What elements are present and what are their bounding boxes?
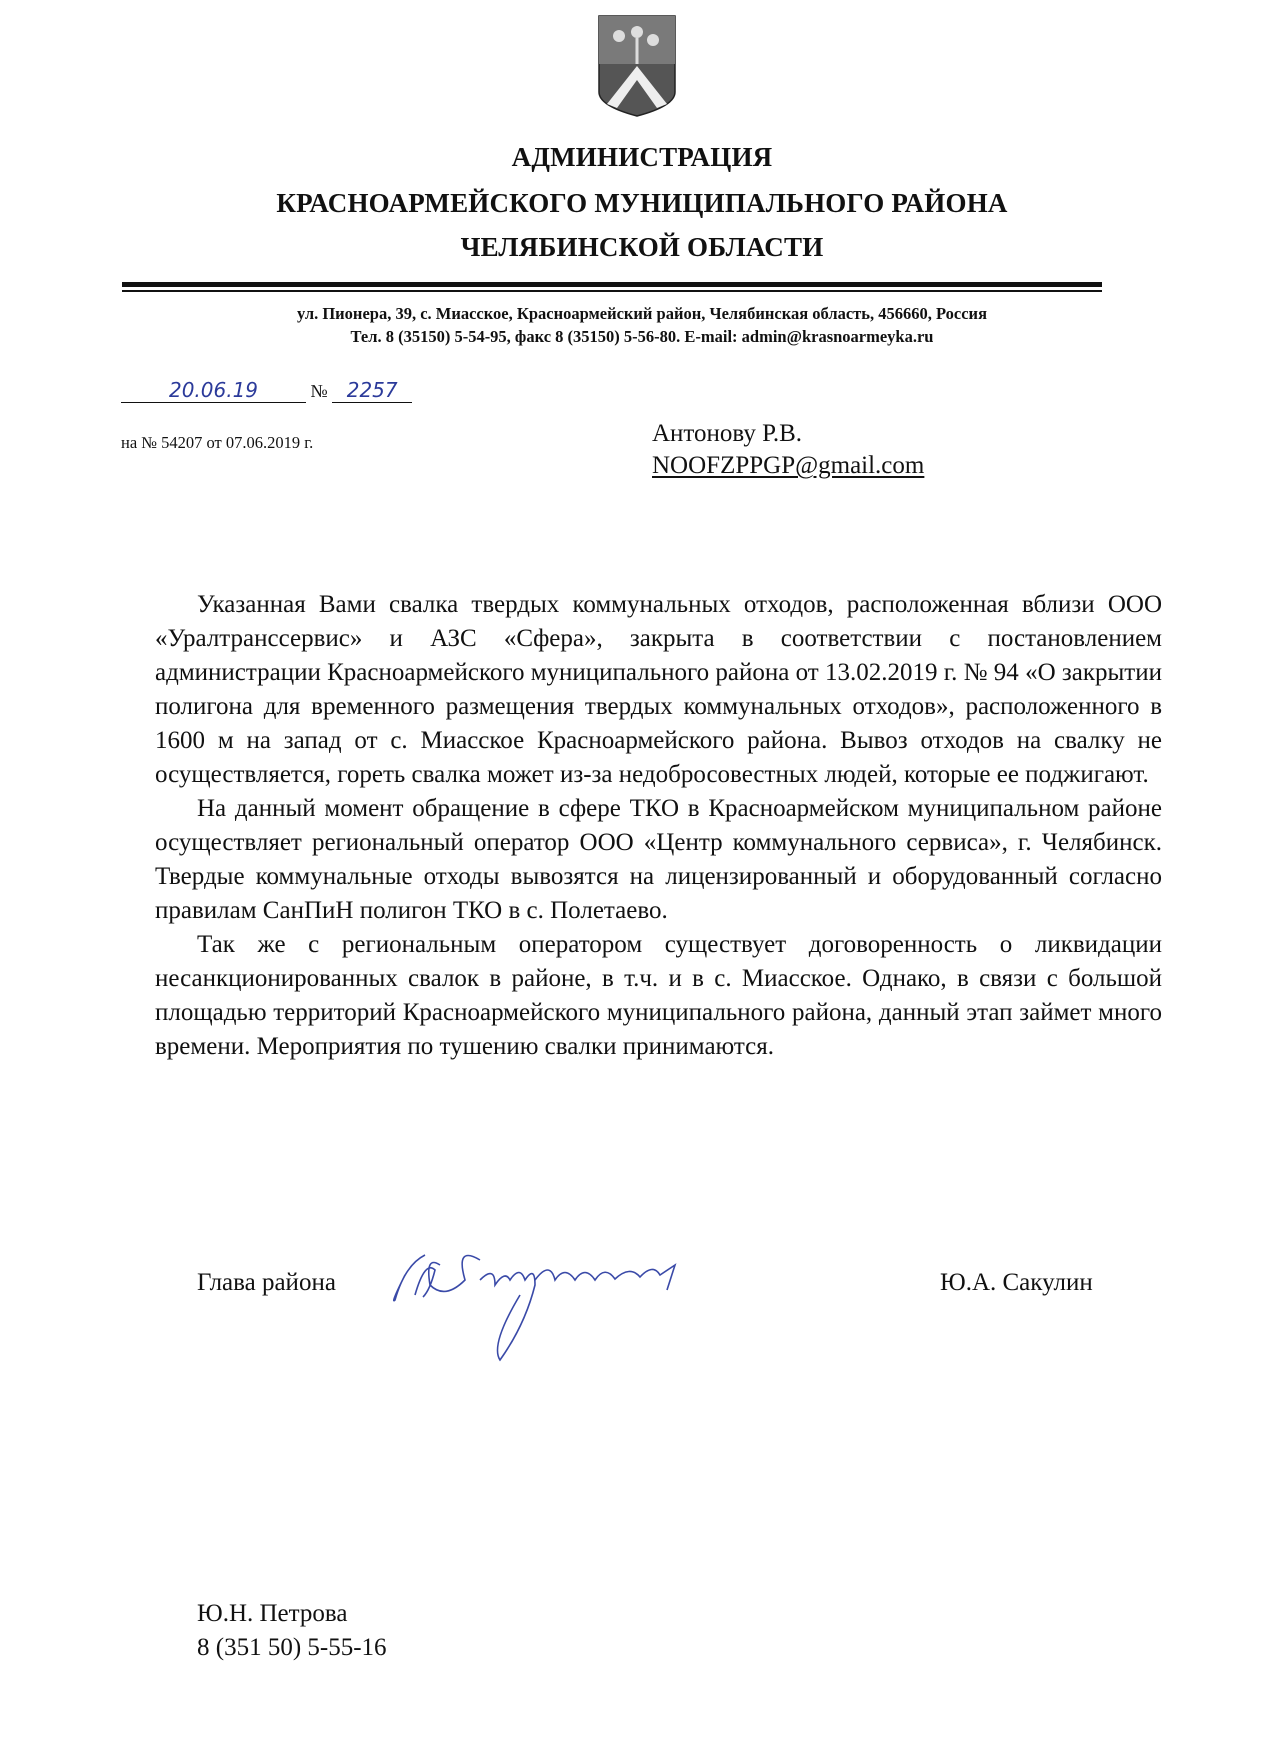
reply-reference: на № 54207 от 07.06.2019 г. xyxy=(121,433,314,452)
executor-phone: 8 (351 50) 5-55-16 xyxy=(197,1634,387,1661)
coat-of-arms-icon xyxy=(597,14,677,118)
org-title-line-1: АДМИНИСТРАЦИЯ xyxy=(511,142,773,172)
letter-body xyxy=(155,588,1162,1064)
body-paragraph-2: На данный момент обращение в сфере ТКО в Красноармейском муниципальном районе осуществляет региональный оператор ООО «Центр коммунального сервиса», г. Челябинск. Твердые коммунальные отходы вывозятся на лицензированный и оборудованный согласно правилам СанПиН полигон ТКО в с. Полетаево. xyxy=(155,795,1162,924)
signatory-name: Ю.А. Сакулин xyxy=(940,1269,1093,1296)
registration-line xyxy=(121,378,412,403)
body-paragraph-3: Так же с региональным оператором существует договоренность о ликвидации несанкционированных свалок в районе, в т.ч. и в с. Миасское. Однако, в связи с большой площадью территорий Красноармейского муниципального района, данный этап займет много времени. Мероприятия по тушению свалки принимаются. xyxy=(155,931,1162,1060)
org-title-line-3: ЧЕЛЯБИНСКОЙ ОБЛАСТИ xyxy=(460,232,824,262)
number-label: № xyxy=(310,381,328,401)
signatory-position: Глава района xyxy=(197,1269,336,1296)
executor-name: Ю.Н. Петрова xyxy=(197,1600,348,1627)
org-contacts: Тел. 8 (35150) 5-54-95, факс 8 (35150) 5-56-80. E-mail: admin@krasnoarmeyka.ru xyxy=(350,327,934,346)
handwritten-date: 20.06.19 xyxy=(121,378,306,403)
handwritten-number: 2257 xyxy=(332,378,412,403)
org-title-line-2: КРАСНОАРМЕЙСКОГО МУНИЦИПАЛЬНОГО РАЙОНА xyxy=(276,188,1008,218)
body-paragraph-1: Указанная Вами свалка твердых коммунальных отходов, расположенная вблизи ООО «Уралтранссервис» и АЗС «Сфера», закрыта в соответствии с постановлением администрации Красноармейского муниципального района от 13.02.2019 г. № 94 «О закрытии полигона для временного размещения твердых коммунальных отходов», расположенного в 1600 м на запад от с. Миасское Красноармейского района. Вывоз отходов на свалку не осуществляется, гореть свалка может из-за недобросовестных людей, которые ее поджигают. xyxy=(155,591,1162,788)
header-rule-thin xyxy=(122,290,1102,292)
recipient-email[interactable]: NOOFZPPGP@gmail.com xyxy=(652,452,925,479)
handwritten-signature xyxy=(385,1235,765,1365)
org-address: ул. Пионера, 39, с. Миасское, Красноармейский район, Челябинская область, 456660, Россия xyxy=(297,304,987,323)
header-rule-thick xyxy=(122,282,1102,287)
recipient-name: Антонову Р.В. xyxy=(652,420,803,447)
